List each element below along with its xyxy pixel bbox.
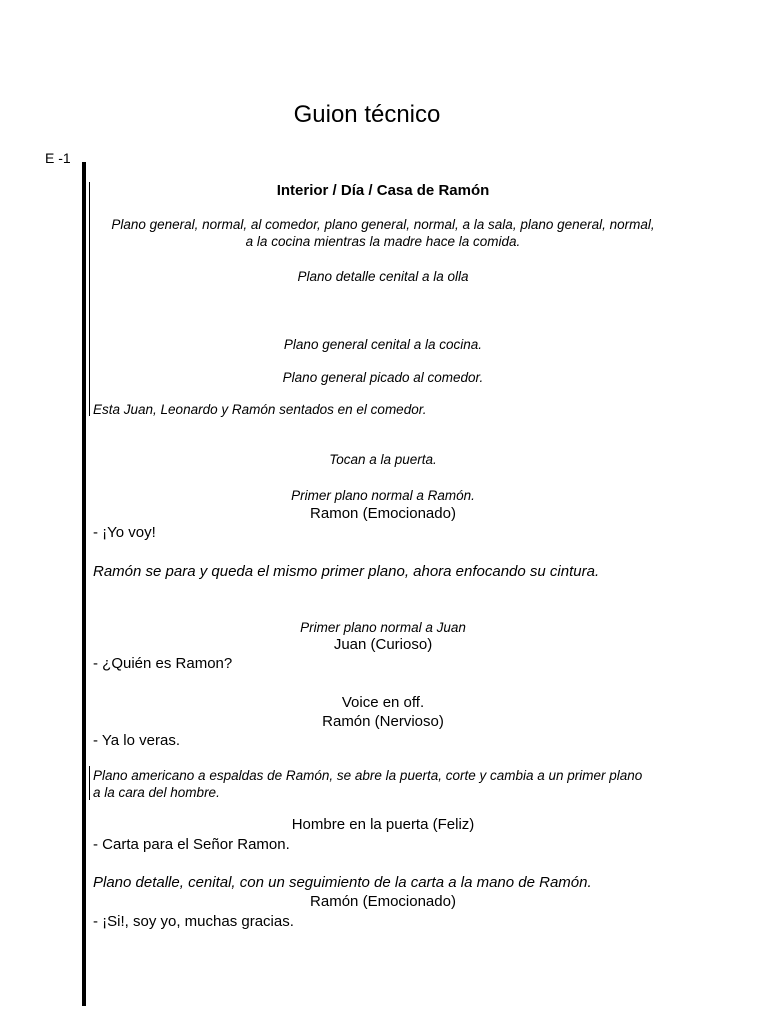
scene-heading: Interior / Día / Casa de Ramón xyxy=(276,182,490,199)
character-name: Juan (Curioso) xyxy=(333,636,433,653)
direction-text: Plano americano a espaldas de Ramón, se abre la puerta, corte y cambia a un primer plano xyxy=(93,768,643,783)
direction-line: Ramón se para y queda el mismo primer plano, ahora enfocando su cintura. xyxy=(93,563,600,580)
dialogue-line: - Carta para el Señor Ramon. xyxy=(93,836,290,853)
character-name: Ramón (Nervioso) xyxy=(322,713,444,730)
direction-line xyxy=(93,767,642,801)
document-title: Guion técnico xyxy=(293,101,441,128)
character-name: Hombre en la puerta (Feliz) xyxy=(291,816,475,833)
direction-line: Primer plano normal a Juan xyxy=(300,620,466,635)
dialogue-line: - ¿Quién es Ramon? xyxy=(93,655,233,672)
direction-line: Esta Juan, Leonardo y Ramón sentados en el comedor. xyxy=(93,402,427,417)
character-name: Ramon (Emocionado) xyxy=(310,505,456,522)
direction-line: Primer plano normal a Ramón. xyxy=(291,488,475,503)
dialogue-line: - ¡Si!, soy yo, muchas gracias. xyxy=(93,913,294,930)
scene-label: E -1 xyxy=(45,150,71,166)
direction-line xyxy=(90,216,676,250)
direction-line: Plano detalle cenital a la olla xyxy=(297,269,469,284)
direction-line: Plano general picado al comedor. xyxy=(282,370,484,385)
direction-text: a la cara del hombre. xyxy=(93,785,220,800)
direction-line: Plano detalle, cenital, con un seguimiento de la carta a la mano de Ramón. xyxy=(93,874,592,891)
direction-text: Plano general, normal, al comedor, plano general, normal, a la sala, plano general, normal, xyxy=(111,217,655,232)
direction-line: Plano general cenital a la cocina. xyxy=(283,337,483,352)
margin-rule xyxy=(82,162,86,1006)
character-name: Ramón (Emocionado) xyxy=(310,893,456,910)
dialogue-line: - ¡Yo voy! xyxy=(93,524,156,541)
dialogue-line: - Ya lo veras. xyxy=(93,732,180,749)
margin-rule-thin xyxy=(89,766,90,800)
character-name: Voice en off. xyxy=(341,694,425,711)
direction-line: Tocan a la puerta. xyxy=(329,452,437,467)
direction-text: a la cocina mientras la madre hace la comida. xyxy=(245,234,521,249)
